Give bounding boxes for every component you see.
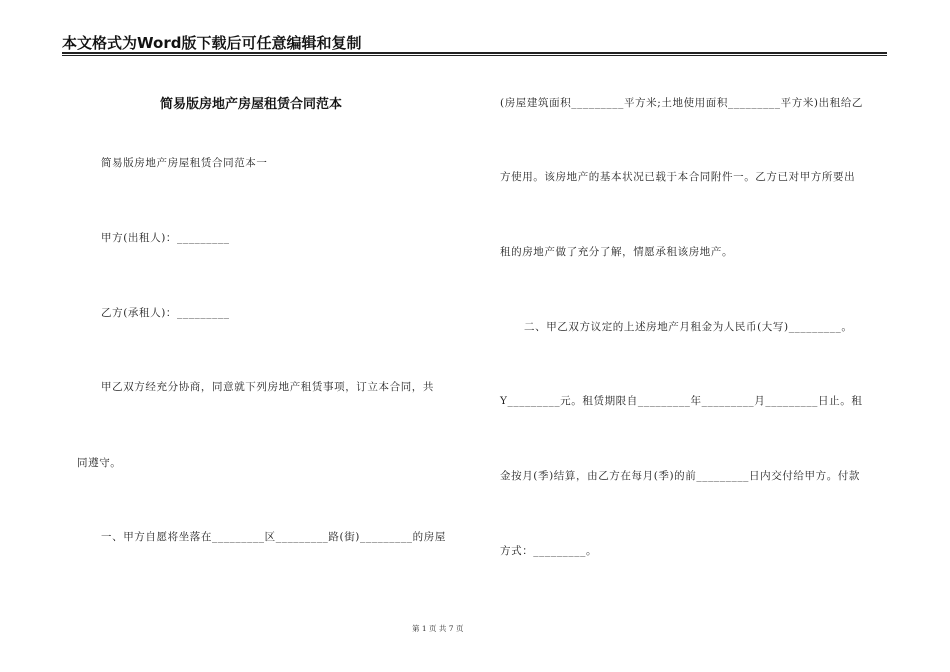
page-number: 第 1 页 共 7 页 <box>412 624 464 633</box>
header-rule-thin <box>62 55 887 56</box>
right-line-term: Y_________元。租赁期限自_________年_________月_________日止。租 <box>500 395 863 407</box>
right-line-understood: 租的房地产做了充分了解，情愿承租该房地产。 <box>500 246 734 258</box>
header-rule-thick <box>62 52 887 54</box>
left-line-party-b: 乙方(承租人)：_________ <box>101 307 230 319</box>
right-line-payment: 金按月(季)结算，由乙方在每月(季)的前_________日内交付给甲方。付款 <box>500 470 861 482</box>
right-line-usage: 方使用。该房地产的基本状况已载于本合同附件一。乙方已对甲方所要出 <box>500 171 856 183</box>
left-line-clause-1: 一、甲方自愿将坐落在_________区_________路(街)_________的房屋 <box>101 531 446 543</box>
left-line-agreement: 甲乙双方经充分协商，同意就下列房地产租赁事项，订立本合同，共 <box>101 381 434 393</box>
right-line-area: (房屋建筑面积_________平方米;土地使用面积_________平方米)出租给乙 <box>500 97 864 109</box>
left-line-subtitle: 简易版房地产房屋租赁合同范本一 <box>101 157 268 169</box>
download-notice: 本文格式为Word版下载后可任意编辑和复制 <box>62 34 362 52</box>
left-line-party-a: 甲方(出租人)：_________ <box>101 232 230 244</box>
right-line-clause-2: 二、甲乙双方议定的上述房地产月租金为人民币(大写)_________。 <box>524 321 853 333</box>
left-line-agreement-cont: 同遵守。 <box>77 457 122 469</box>
document-title: 简易版房地产房屋租赁合同范本 <box>160 97 343 112</box>
right-line-method: 方式：_________。 <box>500 545 598 557</box>
